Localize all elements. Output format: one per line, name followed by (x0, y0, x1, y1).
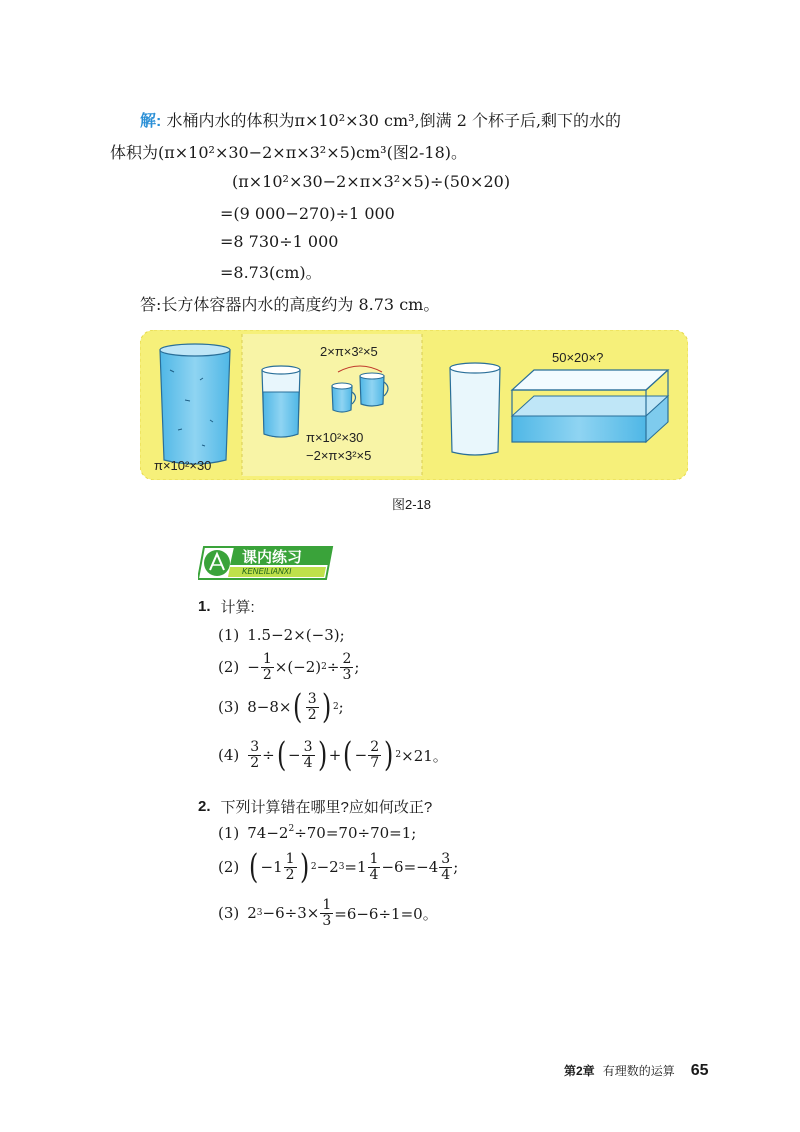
solution-text-1: 水桶内水的体积为π×10²×30 cm³,倒满 2 个杯子后,剩下的水的 (166, 111, 622, 130)
question-2 (198, 796, 432, 817)
calc-line-1: (π×10²×30−2×π×3²×5)÷(50×20) (232, 172, 511, 191)
footer-chapter-title: 有理数的运算 (602, 1064, 675, 1078)
bucket-icon (160, 344, 230, 464)
q1-item-1-label: (1) (218, 626, 240, 644)
label-bucket: π×10²×30 (154, 458, 212, 473)
q1-item-4-expr: $\frac{3}{2}$ ÷ ( − $\frac{3}{4}$ ) + ( − $\frac{2}{7}$ ) 2 ×21。 (250, 735, 448, 775)
practice-subtitle: KENEILIANXI (242, 567, 292, 576)
q2-item-1 (218, 824, 416, 842)
q2-item-1-expr: $74-2^2\div 70=70\div 70=1$; (247, 824, 417, 842)
q2-item-3-expr: 2 3 −6÷3× $\frac{1}{3}$ =6−6÷1=0。 (247, 897, 438, 929)
page-number: 65 (690, 1062, 709, 1079)
question-1 (198, 596, 255, 617)
q2-item-3 (218, 898, 438, 928)
page-footer (564, 1062, 709, 1080)
q2-item-3-label: (3) (218, 904, 240, 923)
label-box: 50×20×? (552, 350, 604, 365)
label-cups: 2×π×3²×5 (320, 344, 378, 359)
q1-item-2-label: (2) (218, 658, 240, 677)
solution-line-1 (140, 108, 621, 131)
calc-line-4: =8.73(cm)。 (220, 263, 322, 282)
question-1-text: 计算: (220, 599, 255, 616)
figure-illustration (140, 330, 688, 480)
label-remain-1: π×10²×30 (306, 430, 364, 445)
solution-line-2: 体积为(π×10²×30−2×π×3²×5)cm³(图2-18)。 (110, 143, 468, 162)
q1-item-1-expr: 1.5−2×(−3); (247, 626, 345, 644)
q2-item-2-label: (2) (218, 858, 240, 876)
q1-item-4-label: (4) (218, 746, 240, 764)
q1-item-4 (218, 735, 448, 775)
question-2-number: 2. (198, 798, 211, 815)
solution-label: 解: (140, 113, 162, 130)
answer-line: 答:长方体容器内水的高度约为 8.73 cm。 (140, 295, 440, 314)
question-2-text: 下列计算错在哪里?应如何改正? (220, 799, 433, 816)
q2-item-2 (218, 847, 459, 887)
label-remain-2: −2×π×3²×5 (306, 448, 372, 463)
q1-item-2-expr: − $\frac{1}{2}$ ×(−2) 2 ÷ $\frac{2}{3}$ ; (247, 651, 360, 683)
calc-line-3: =8 730÷1 000 (220, 232, 339, 251)
q1-item-3-expr: 8−8× ( $\frac{3}{2}$ ) 2 ; (247, 687, 344, 727)
practice-title: 课内练习 (242, 549, 303, 566)
footer-chapter: 第2章 (564, 1064, 595, 1078)
beaker-icon (262, 366, 300, 437)
q1-item-3 (218, 687, 344, 727)
q2-item-2-expr: ( −1 $\frac{1}{2}$ ) 2 −2 3 =1 $\frac{1}{4}$ −6=−4 $\frac{3}{4}$ ; (249, 847, 459, 887)
empty-beaker-icon (450, 363, 500, 455)
practice-badge (198, 543, 334, 583)
calc-line-2: =(9 000−270)÷1 000 (220, 204, 395, 223)
figure-2-18 (140, 330, 688, 480)
q1-item-1 (218, 626, 345, 644)
q1-item-2 (218, 652, 359, 682)
q2-item-1-label: (1) (218, 824, 240, 842)
q1-item-3-label: (3) (218, 698, 240, 716)
question-1-number: 1. (198, 598, 211, 615)
rectangular-container-icon (512, 370, 668, 442)
figure-caption: 图2-18 (392, 497, 432, 512)
